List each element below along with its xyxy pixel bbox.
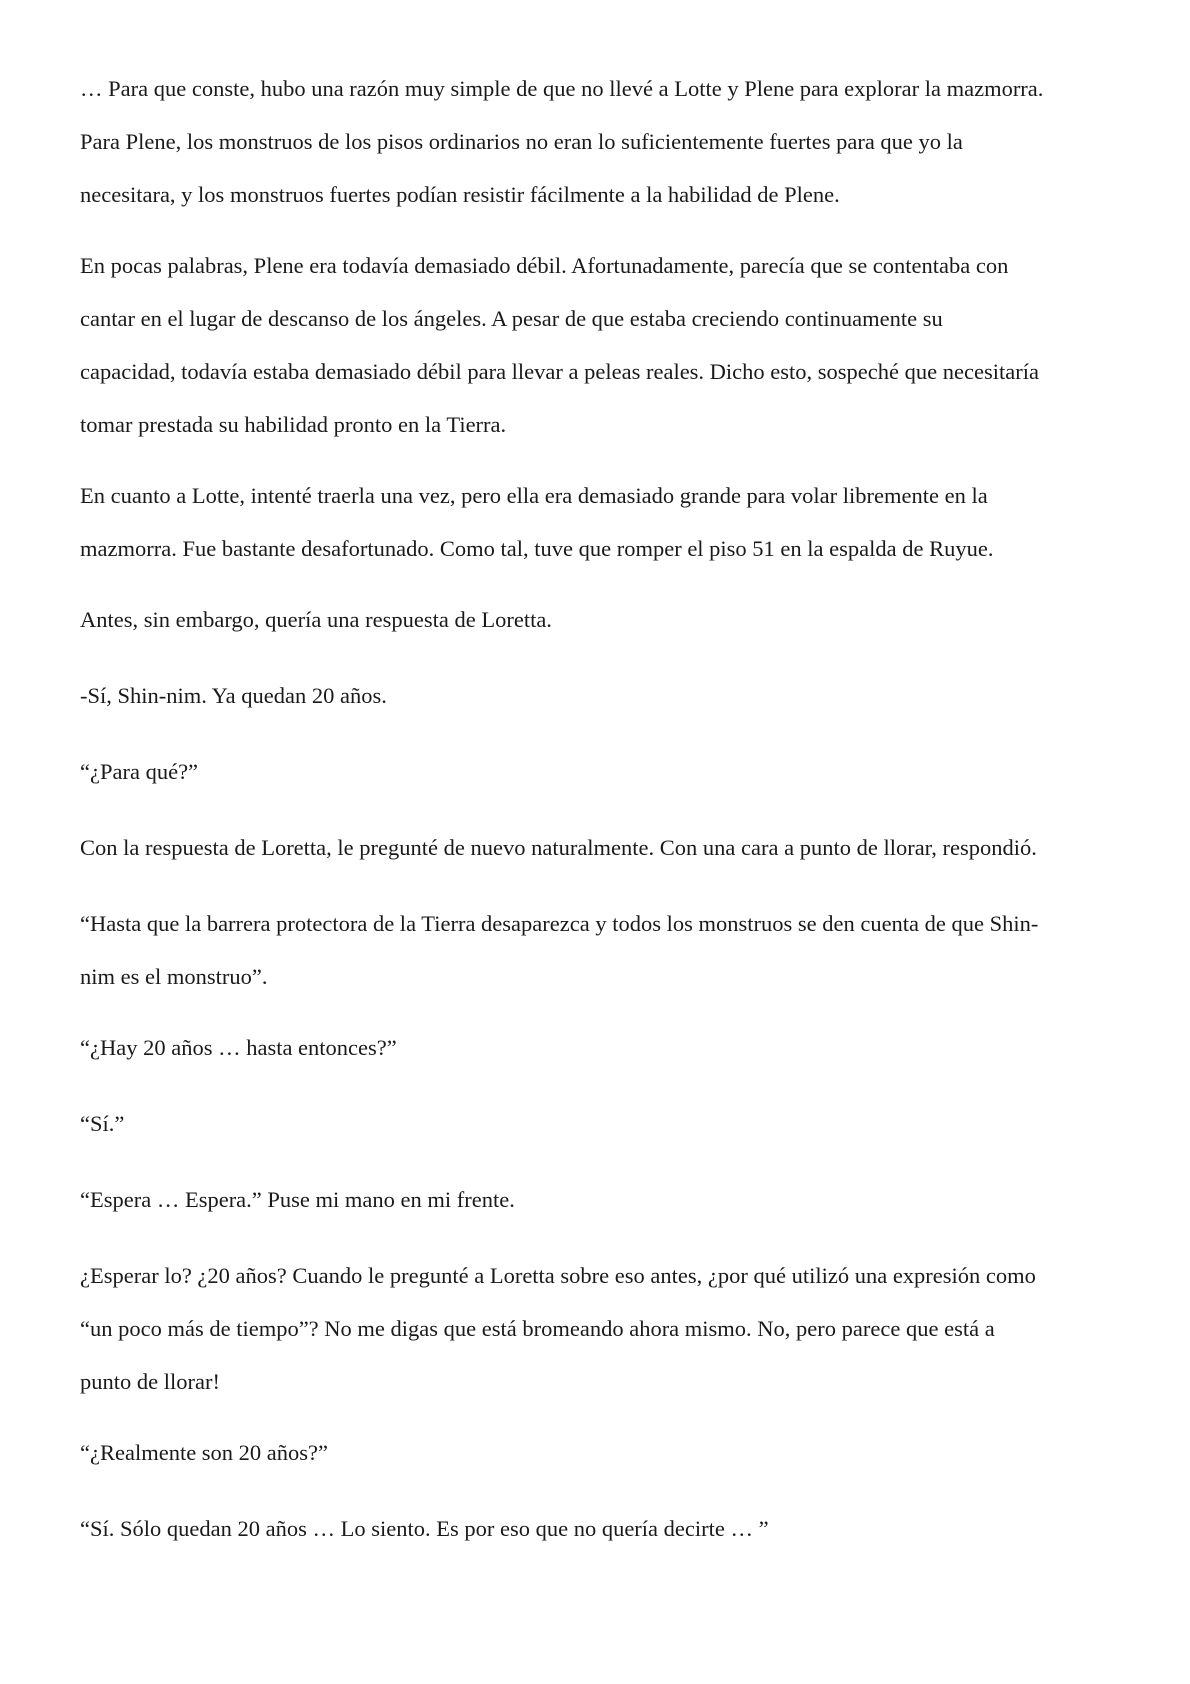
paragraph — [80, 1249, 1115, 1408]
text-line: … Para que conste, hubo una razón muy simple de que no llevé a Lotte y Plene para explorar la mazmorra. — [80, 76, 1044, 101]
paragraph — [80, 239, 1115, 451]
text-line: nim es el monstruo”. — [80, 964, 268, 989]
text-line: Antes, sin embargo, quería una respuesta de Loretta. — [80, 607, 552, 632]
paragraph — [80, 1173, 1115, 1226]
text-line: En cuanto a Lotte, intenté traerla una vez, pero ella era demasiado grande para volar libremente en la — [80, 483, 988, 508]
paragraph — [80, 62, 1115, 221]
text-line: punto de llorar! — [80, 1369, 220, 1394]
text-line: “Sí. Sólo quedan 20 años … Lo siento. Es por eso que no quería decirte … ” — [80, 1516, 769, 1541]
text-line: ¿Esperar lo? ¿20 años? Cuando le pregunté a Loretta sobre eso antes, ¿por qué utilizó una expresión como — [80, 1263, 1036, 1288]
document-page — [80, 62, 1115, 1555]
text-line: En pocas palabras, Plene era todavía demasiado débil. Afortunadamente, parecía que se contentaba con — [80, 253, 1009, 278]
paragraph — [80, 1021, 1115, 1074]
text-line: tomar prestada su habilidad pronto en la Tierra. — [80, 412, 507, 437]
paragraph — [80, 1097, 1115, 1150]
paragraph — [80, 745, 1115, 798]
paragraph — [80, 1502, 1115, 1555]
text-line: “un poco más de tiempo”? No me digas que está bromeando ahora mismo. No, pero parece que está a — [80, 1316, 995, 1341]
text-line: “Sí.” — [80, 1111, 125, 1136]
text-line: “¿Hay 20 años … hasta entonces?” — [80, 1035, 397, 1060]
text-line: Con la respuesta de Loretta, le pregunté de nuevo naturalmente. Con una cara a punto de llorar, respondió. — [80, 835, 1037, 860]
text-line: cantar en el lugar de descanso de los ángeles. A pesar de que estaba creciendo continuamente su — [80, 306, 943, 331]
paragraph — [80, 669, 1115, 722]
text-line: “Espera … Espera.” Puse mi mano en mi frente. — [80, 1187, 515, 1212]
text-line: necesitara, y los monstruos fuertes podían resistir fácilmente a la habilidad de Plene. — [80, 182, 840, 207]
text-line: “¿Para qué?” — [80, 759, 199, 784]
paragraph — [80, 897, 1115, 1003]
paragraph — [80, 1426, 1115, 1479]
text-line: “Hasta que la barrera protectora de la Tierra desaparezca y todos los monstruos se den cuenta de que Shin- — [80, 911, 1039, 936]
paragraph — [80, 821, 1115, 874]
text-line: -Sí, Shin-nim. Ya quedan 20 años. — [80, 683, 387, 708]
text-line: capacidad, todavía estaba demasiado débil para llevar a peleas reales. Dicho esto, sospeché que necesitaría — [80, 359, 1039, 384]
paragraph — [80, 593, 1115, 646]
text-line: “¿Realmente son 20 años?” — [80, 1440, 329, 1465]
paragraph — [80, 469, 1115, 575]
text-line: Para Plene, los monstruos de los pisos ordinarios no eran lo suficientemente fuertes para que yo la — [80, 129, 963, 154]
text-line: mazmorra. Fue bastante desafortunado. Como tal, tuve que romper el piso 51 en la espalda de Ruyue. — [80, 536, 994, 561]
